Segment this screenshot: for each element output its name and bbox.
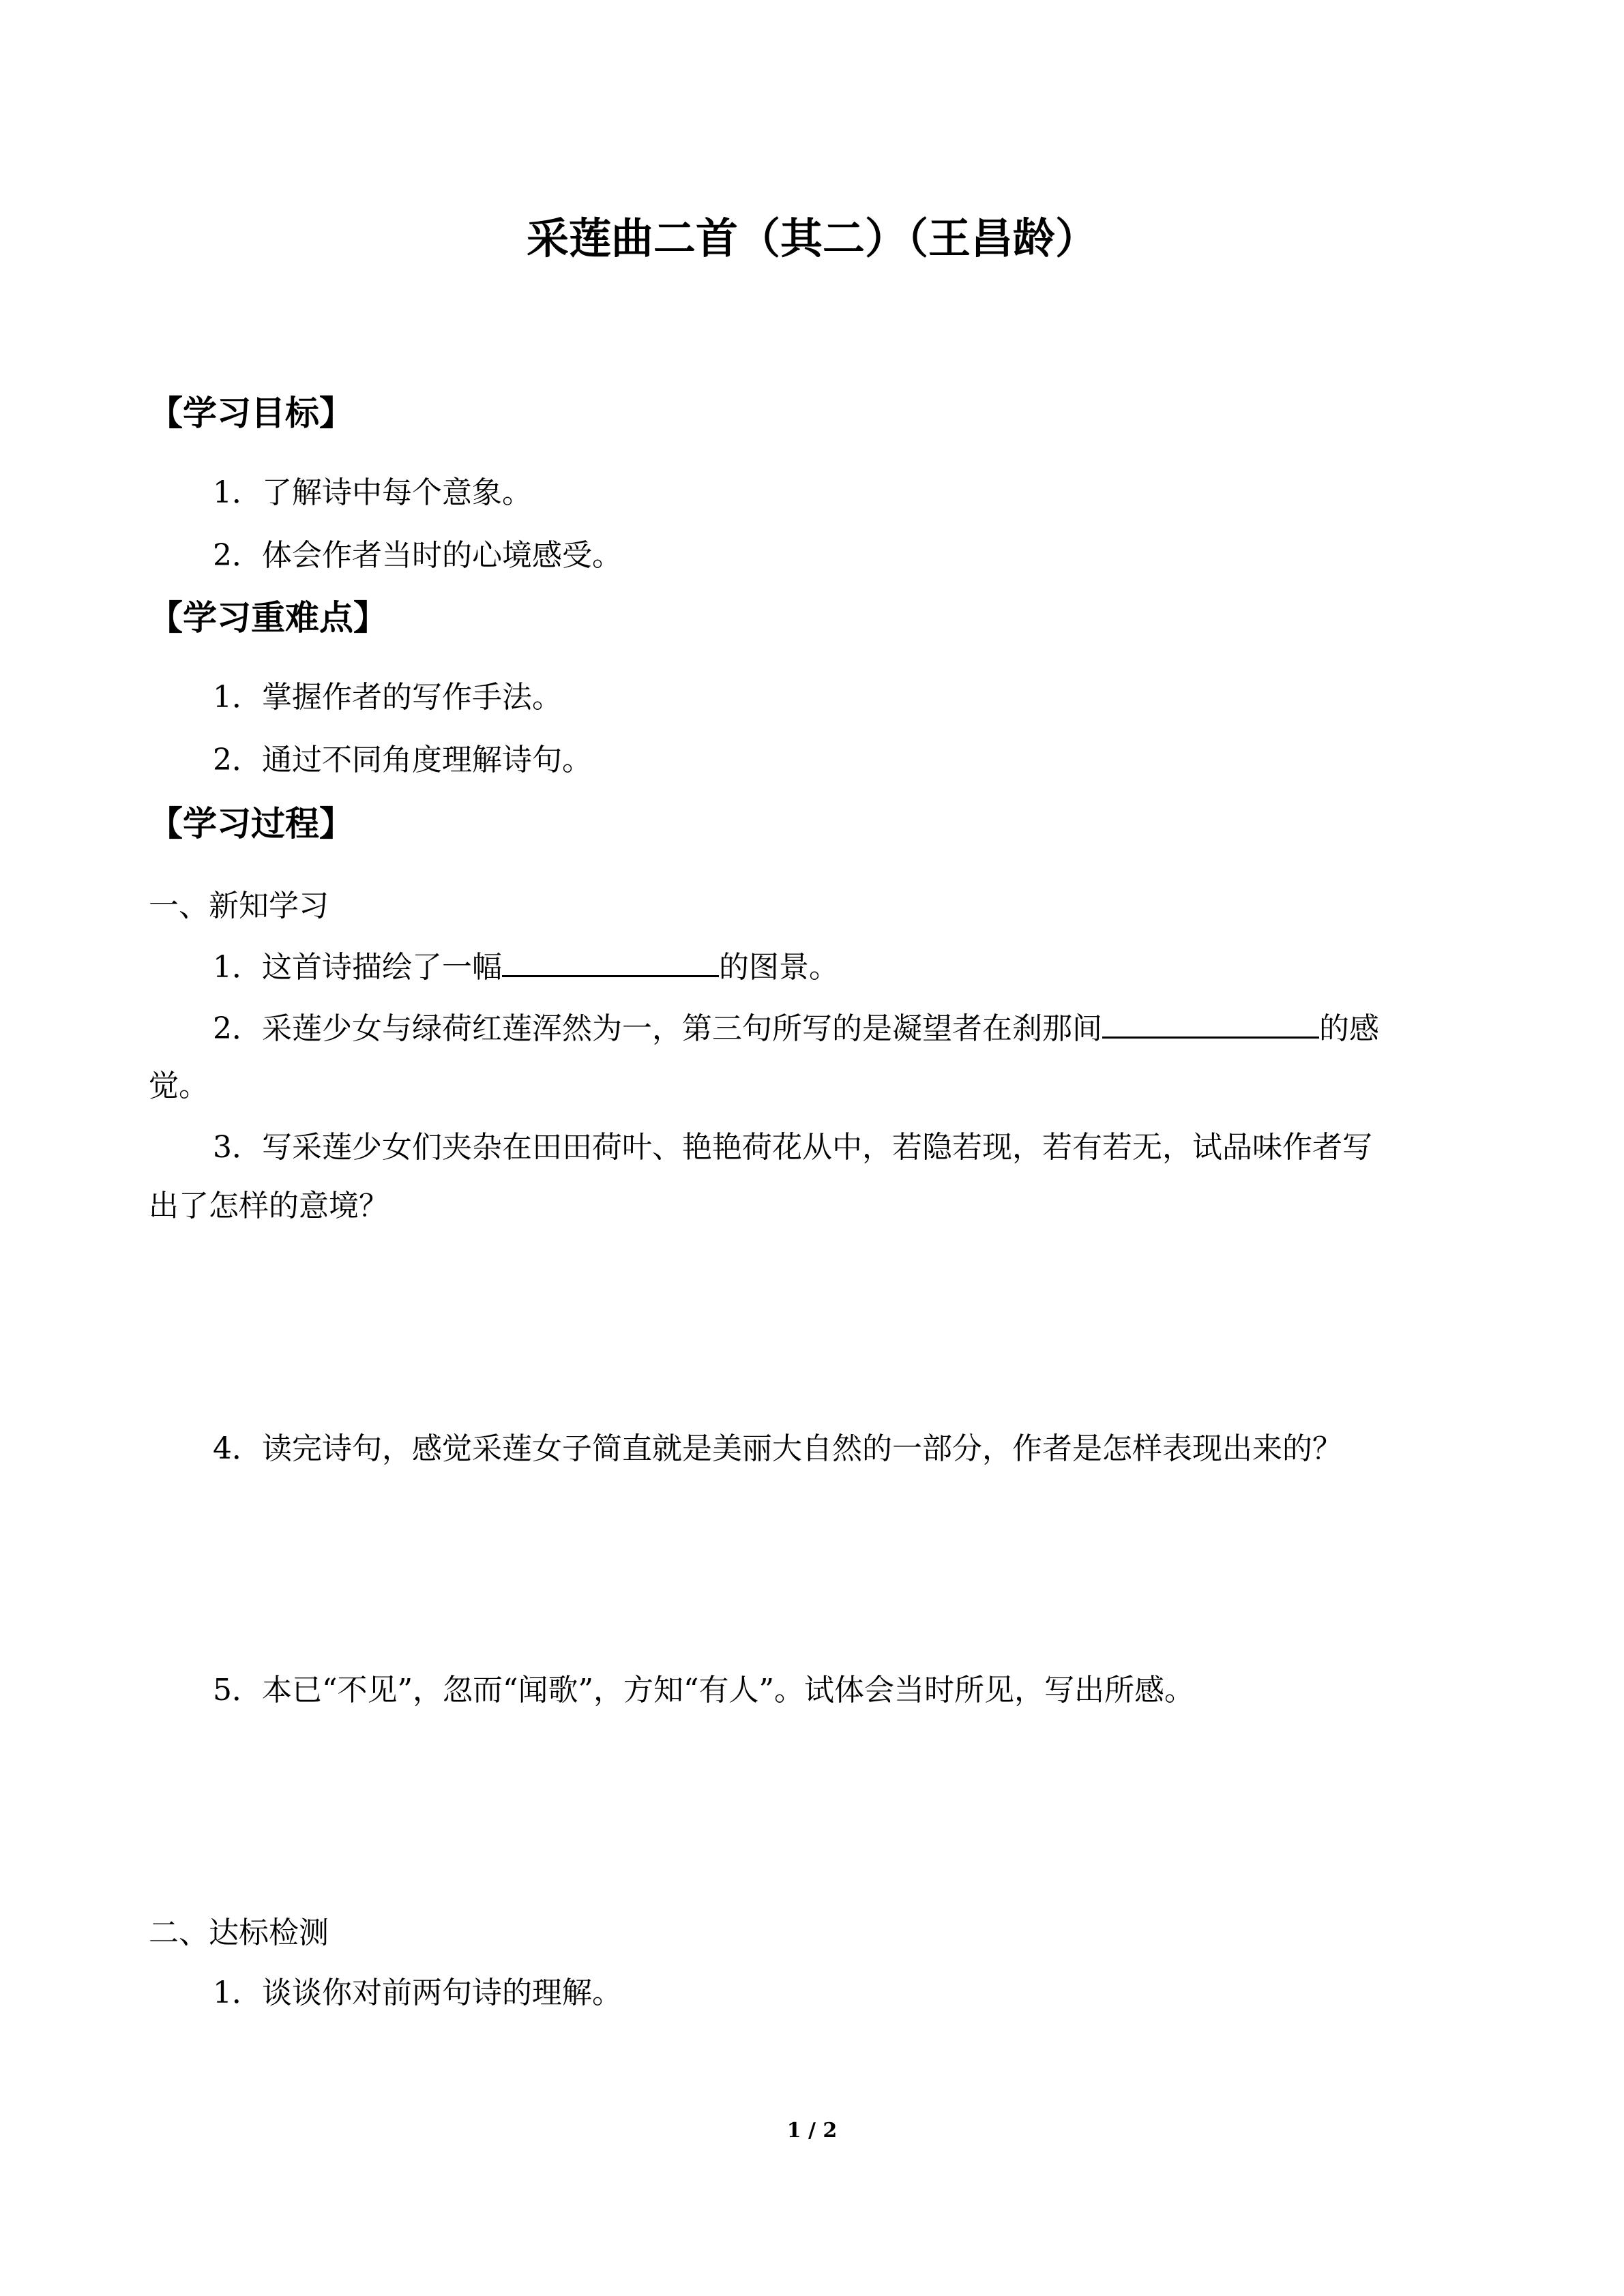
key-point-item-1: 1．掌握作者的写作手法。 bbox=[213, 680, 562, 715]
question-1-answer-blank[interactable] bbox=[502, 945, 719, 977]
heading-learning-process: 【学习过程】 bbox=[149, 804, 353, 844]
question-2-answer-blank[interactable] bbox=[1102, 1007, 1319, 1039]
part2-label: 二、达标检测 bbox=[149, 1915, 329, 1950]
page-title: 采莲曲二首（其二）（王昌龄） bbox=[526, 213, 1097, 263]
question-2 bbox=[213, 1005, 1379, 1053]
goal-item-1: 1．了解诗中每个意象。 bbox=[213, 475, 532, 510]
goal-item-2: 2．体会作者当时的心境感受。 bbox=[213, 538, 622, 573]
question-3-line-1: 3．写采莲少女们夹杂在田田荷叶、艳艳荷花从中，若隐若现，若有若无，试品味作者写 bbox=[213, 1130, 1372, 1165]
question-5: 5．本已“不见”，忽而“闻歌”，方知“有人”。试体会当时所见，写出所感。 bbox=[213, 1673, 1194, 1708]
question-1-text-before: 1．这首诗描绘了一幅 bbox=[213, 950, 502, 985]
question-1 bbox=[213, 944, 839, 992]
question-3-line-2: 出了怎样的意境？ bbox=[149, 1189, 389, 1223]
part1-label: 一、新知学习 bbox=[149, 889, 329, 923]
question-2-text-before: 2．采莲少女与绿荷红莲浑然为一，第三句所写的是凝望者在刹那间 bbox=[213, 1011, 1102, 1046]
question-4: 4．读完诗句，感觉采莲女子简直就是美丽大自然的一部分，作者是怎样表现出来的？ bbox=[213, 1431, 1342, 1466]
key-point-item-2: 2．通过不同角度理解诗句。 bbox=[213, 743, 592, 777]
page-number: 1 / 2 bbox=[786, 2119, 838, 2143]
question-2-continuation: 觉。 bbox=[149, 1069, 209, 1103]
question-2-text-after: 的感 bbox=[1319, 1011, 1379, 1046]
question-1-text-after: 的图景。 bbox=[719, 950, 839, 985]
heading-learning-goals: 【学习目标】 bbox=[149, 393, 353, 433]
check-question-1: 1．谈谈你对前两句诗的理解。 bbox=[213, 1976, 622, 2010]
heading-key-points: 【学习重难点】 bbox=[149, 598, 387, 638]
